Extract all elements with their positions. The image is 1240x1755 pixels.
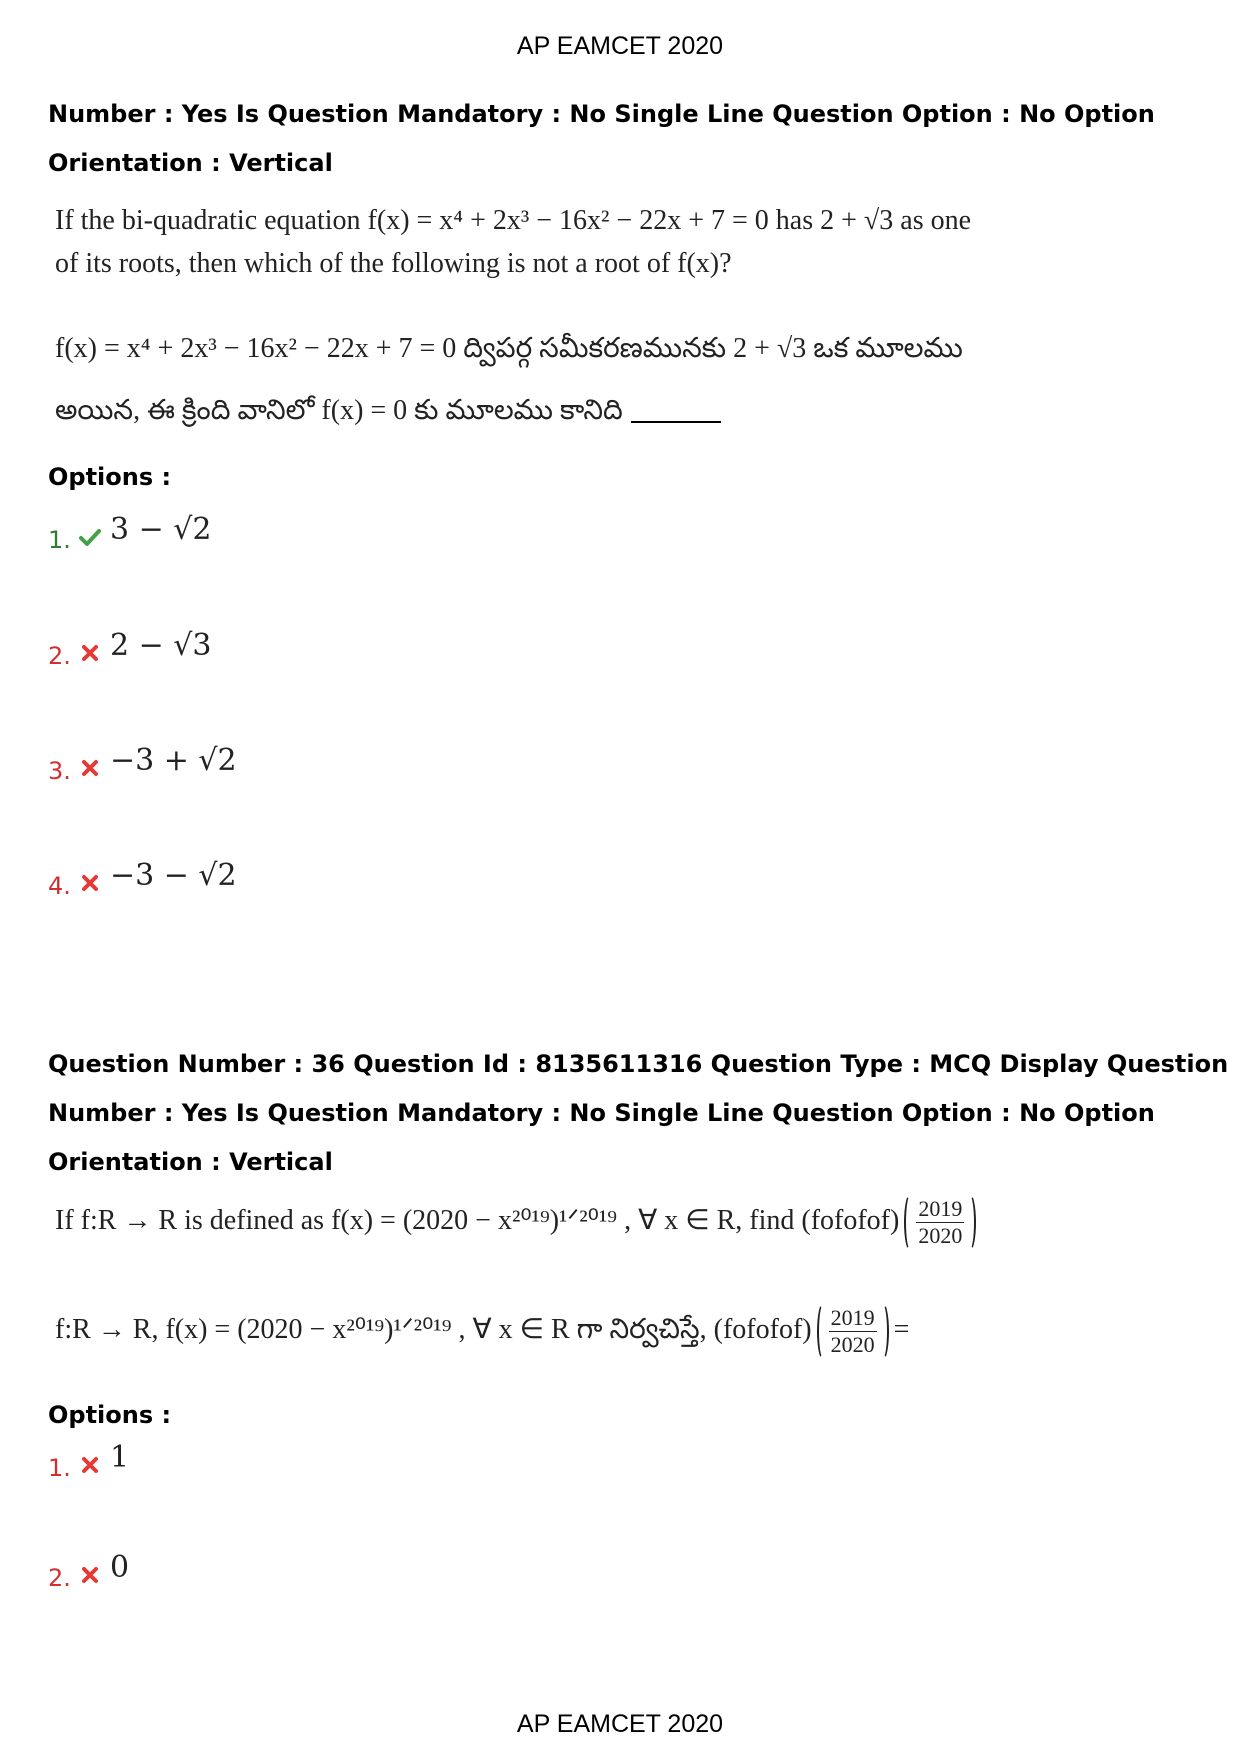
question-text-telugu-part: అయిన, ఈ క్రింది వానిలో f(x) = 0 కు మూలము కానిది	[55, 395, 623, 426]
meta-line: Orientation : Vertical	[48, 1148, 333, 1176]
options-label: Options :	[48, 463, 172, 491]
option-number: 2.	[48, 642, 71, 670]
question-meta	[48, 90, 1198, 188]
fraction-denominator: 2020	[830, 1332, 875, 1357]
question-meta	[48, 1040, 1229, 1187]
option-number: 4.	[48, 872, 71, 900]
fraction-numerator: 2019	[918, 1196, 963, 1221]
cross-icon	[78, 1453, 102, 1477]
meta-line: Number : Yes Is Question Mandatory : No Single Line Question Option : No Option	[48, 100, 1155, 128]
question-text-telugu	[55, 395, 721, 433]
question-text-english-part: If f:R → R is defined as f(x) = (2020 − x²⁰¹⁹)¹ᐟ²⁰¹⁹ , ∀ x ∈ R, find (fofofof)	[55, 1204, 900, 1236]
question-text-telugu: f(x) = x⁴ + 2x³ − 16x² − 22x + 7 = 0 ద్విపర్గ సమీకరణమునకు 2 + √3 ఒక మూలము	[55, 333, 963, 364]
meta-line: Orientation : Vertical	[48, 149, 333, 177]
cross-icon	[78, 871, 102, 895]
option-value: −3 − √2	[110, 858, 237, 893]
fraction-numerator: 2019	[830, 1305, 875, 1330]
option-value: 3 − √2	[110, 512, 212, 547]
meta-line: Question Number : 36 Question Id : 8135611316 Question Type : MCQ Display Question	[48, 1050, 1229, 1078]
option-number: 2.	[48, 1564, 71, 1592]
cross-icon	[78, 756, 102, 780]
question-text-telugu-part: f:R → R, f(x) = (2020 − x²⁰¹⁹)¹ᐟ²⁰¹⁹ , ∀ x ∈ R గా నిర్వచిస్తే, (fofofof)	[55, 1313, 812, 1345]
check-icon	[78, 525, 102, 549]
question-text-english: If the bi-quadratic equation f(x) = x⁴ + 2x³ − 16x² − 22x + 7 = 0 has 2 + √3 as one	[55, 205, 972, 236]
option-number: 1.	[48, 526, 71, 554]
question-text-english	[55, 1196, 974, 1249]
option-value: 2 − √3	[110, 628, 212, 663]
option-value: 0	[110, 1550, 130, 1585]
answer-blank	[631, 420, 721, 423]
equals-sign: =	[893, 1313, 910, 1345]
fraction	[906, 1196, 974, 1249]
question-text-telugu	[55, 1305, 909, 1358]
option-number: 1.	[48, 1454, 71, 1482]
fraction-denominator: 2020	[918, 1223, 963, 1248]
option-value: −3 + √2	[110, 743, 237, 778]
question-text-english: of its roots, then which of the following is not a root of f(x)?	[55, 248, 732, 279]
cross-icon	[78, 641, 102, 665]
option-number: 3.	[48, 757, 71, 785]
option-value: 1	[110, 1440, 130, 1475]
cross-icon	[78, 1563, 102, 1587]
page-footer: AP EAMCET 2020	[516, 1710, 724, 1738]
options-label: Options :	[48, 1401, 172, 1429]
page-header: AP EAMCET 2020	[516, 32, 724, 60]
meta-line: Number : Yes Is Question Mandatory : No Single Line Question Option : No Option	[48, 1099, 1155, 1127]
fraction	[819, 1305, 887, 1358]
